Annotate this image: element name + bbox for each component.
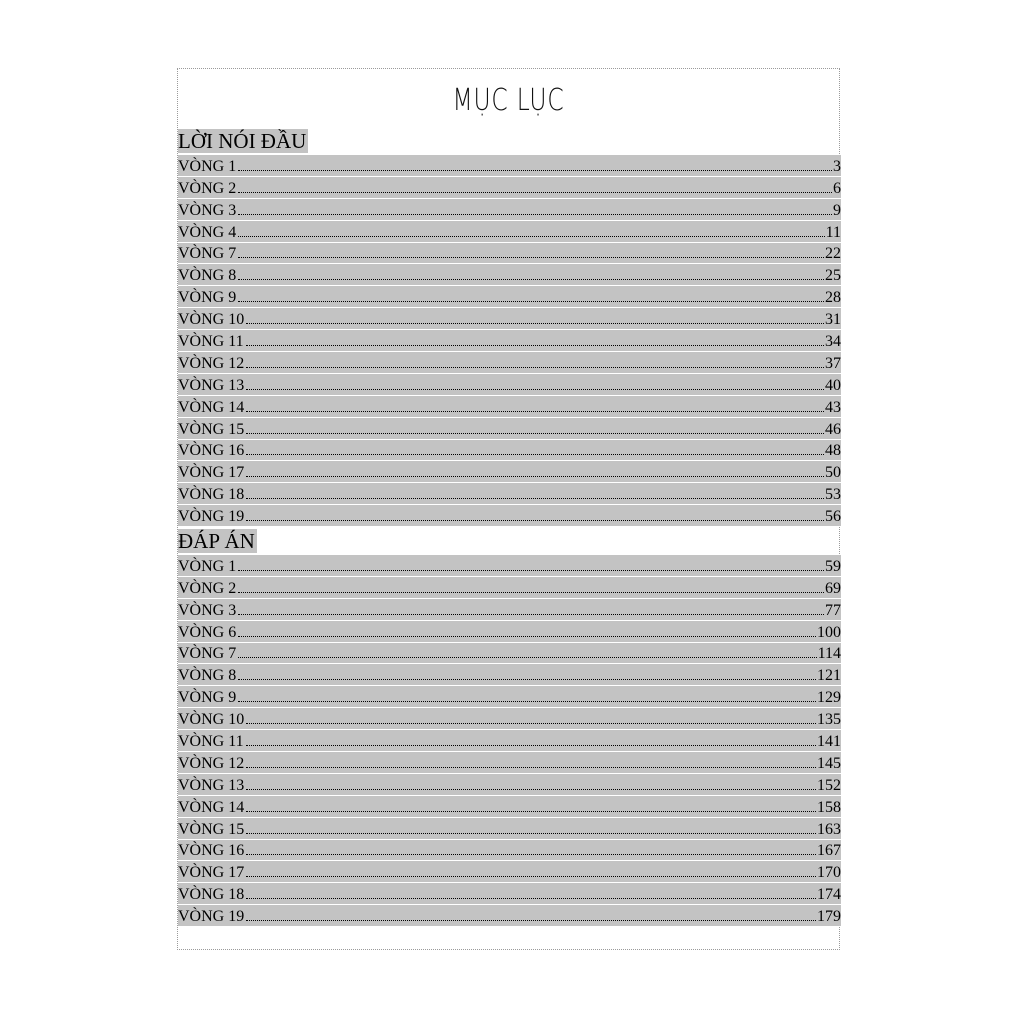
toc-entry-label: VÒNG 14 (178, 398, 245, 416)
toc-entry-page-number: 129 (817, 689, 841, 707)
toc-entry-page-number: 28 (825, 289, 841, 307)
dot-leader (246, 876, 816, 877)
toc-entry-label: VÒNG 4 (178, 223, 237, 241)
dot-leader (246, 454, 824, 455)
dot-leader (238, 279, 824, 280)
dot-leader (246, 767, 816, 768)
toc-entry-page-number: 174 (817, 886, 841, 904)
dot-leader (238, 614, 824, 615)
toc-entry[interactable] (178, 352, 841, 374)
toc-entry-label: VÒNG 11 (178, 333, 244, 351)
toc-entry-page-number: 141 (817, 733, 841, 751)
toc-entry[interactable] (178, 286, 841, 308)
toc-entry[interactable] (178, 818, 841, 840)
toc-entry-page-number: 59 (825, 557, 841, 575)
toc-entry-page-number: 37 (825, 354, 841, 372)
toc-entry-label: VÒNG 19 (178, 508, 245, 526)
toc-entry[interactable] (178, 199, 841, 221)
dot-leader (238, 301, 824, 302)
toc-entry[interactable] (178, 643, 841, 665)
toc-entry[interactable] (178, 577, 841, 599)
toc-entry-page-number: 135 (817, 711, 841, 729)
toc-entry-label: VÒNG 3 (178, 201, 237, 219)
toc-entry-page-number: 50 (825, 464, 841, 482)
toc-entry-page-number: 77 (825, 601, 841, 619)
toc-entry-page-number: 53 (825, 486, 841, 504)
toc-entry-label: VÒNG 11 (178, 733, 244, 751)
toc-entry[interactable] (178, 374, 841, 396)
dot-leader (246, 411, 824, 412)
toc-entry[interactable] (178, 418, 841, 440)
toc-entry-label: VÒNG 10 (178, 711, 245, 729)
dot-leader (238, 679, 816, 680)
toc-entry-page-number: 121 (817, 667, 841, 685)
toc-entry-label: VÒNG 16 (178, 442, 245, 460)
dot-leader (238, 236, 824, 237)
dot-leader (246, 811, 816, 812)
document-page (177, 68, 840, 950)
page-title: MỤC LỤC (452, 83, 565, 118)
dot-leader (238, 657, 816, 658)
dot-leader (246, 520, 824, 521)
toc-entry-page-number: 6 (833, 179, 841, 197)
toc-entry-label: VÒNG 15 (178, 420, 245, 438)
toc-entry[interactable] (178, 774, 841, 796)
toc-entry[interactable] (178, 155, 841, 177)
toc-list-foreword (178, 155, 841, 527)
dot-leader (238, 636, 816, 637)
toc-entry-page-number: 46 (825, 420, 841, 438)
toc-entry-label: VÒNG 9 (178, 689, 237, 707)
toc-entry[interactable] (178, 440, 841, 462)
dot-leader (246, 367, 824, 368)
dot-leader (238, 214, 832, 215)
dot-leader (246, 433, 824, 434)
toc-entry-label: VÒNG 9 (178, 289, 237, 307)
toc-entry-label: VÒNG 2 (178, 579, 237, 597)
toc-entry-label: VÒNG 17 (178, 464, 245, 482)
toc-entry-page-number: 114 (817, 645, 841, 663)
dot-leader (246, 476, 824, 477)
toc-entry-label: VÒNG 15 (178, 820, 245, 838)
toc-entry[interactable] (178, 483, 841, 505)
toc-entry-page-number: 163 (817, 820, 841, 838)
toc-entry-page-number: 48 (825, 442, 841, 460)
toc-entry[interactable] (178, 686, 841, 708)
toc-entry-page-number: 22 (825, 245, 841, 263)
toc-entry[interactable] (178, 264, 841, 286)
section-heading-answers: ĐÁP ÁN (178, 529, 255, 553)
dot-leader (246, 898, 816, 899)
toc-entry-label: VÒNG 13 (178, 776, 245, 794)
toc-entry-label: VÒNG 17 (178, 864, 245, 882)
toc-entry[interactable] (178, 796, 841, 818)
toc-entry-label: VÒNG 13 (178, 376, 245, 394)
dot-leader (246, 498, 824, 499)
dot-leader (238, 570, 824, 571)
toc-entry-label: VÒNG 1 (178, 157, 237, 175)
toc-entry[interactable] (178, 730, 841, 752)
toc-entry-label: VÒNG 10 (178, 311, 245, 329)
toc-entry-page-number: 34 (825, 333, 841, 351)
toc-entry-label: VÒNG 18 (178, 486, 245, 504)
toc-entry-label: VÒNG 19 (178, 908, 245, 926)
dot-leader (246, 345, 824, 346)
toc-entry-page-number: 179 (817, 908, 841, 926)
toc-entry-page-number: 152 (817, 776, 841, 794)
toc-entry-page-number: 43 (825, 398, 841, 416)
toc-entry-page-number: 158 (817, 798, 841, 816)
toc-entry[interactable] (178, 221, 841, 243)
dot-leader (246, 723, 816, 724)
toc-entry-label: VÒNG 16 (178, 842, 245, 860)
toc-entry[interactable] (178, 708, 841, 730)
dot-leader (246, 389, 824, 390)
toc-entry-label: VÒNG 12 (178, 754, 245, 772)
toc-entry-label: VÒNG 8 (178, 667, 237, 685)
toc-entry[interactable] (178, 664, 841, 686)
dot-leader (246, 323, 824, 324)
section-heading-foreword: LỜI NÓI ĐẦU (178, 129, 307, 153)
dot-leader (246, 789, 816, 790)
toc-entry-page-number: 9 (833, 201, 841, 219)
toc-entry-label: VÒNG 6 (178, 623, 237, 641)
toc-entry[interactable] (178, 555, 841, 577)
toc-entry-label: VÒNG 1 (178, 557, 237, 575)
dot-leader (246, 920, 816, 921)
dot-leader (238, 592, 824, 593)
toc-entry[interactable] (178, 861, 841, 883)
dot-leader (246, 745, 816, 746)
toc-list-answers (178, 555, 841, 927)
toc-entry[interactable] (178, 396, 841, 418)
toc-entry-page-number: 31 (825, 311, 841, 329)
dot-leader (246, 854, 816, 855)
toc-entry-page-number: 100 (817, 623, 841, 641)
toc-entry[interactable] (178, 752, 841, 774)
toc-entry-page-number: 145 (817, 754, 841, 772)
toc-entry[interactable] (178, 330, 841, 352)
toc-entry-page-number: 170 (817, 864, 841, 882)
toc-entry-label: VÒNG 2 (178, 179, 237, 197)
toc-entry-page-number: 3 (833, 157, 841, 175)
toc-entry[interactable] (178, 177, 841, 199)
toc-entry-label: VÒNG 8 (178, 267, 237, 285)
dot-leader (238, 257, 824, 258)
toc-entry-page-number: 56 (825, 508, 841, 526)
toc-entry-page-number: 11 (825, 223, 841, 241)
toc-entry[interactable] (178, 308, 841, 330)
toc-entry[interactable] (178, 840, 841, 862)
dot-leader (238, 701, 816, 702)
toc-entry-label: VÒNG 3 (178, 601, 237, 619)
toc-entry[interactable] (178, 505, 841, 527)
toc-entry-label: VÒNG 7 (178, 245, 237, 263)
toc-entry-label: VÒNG 14 (178, 798, 245, 816)
toc-entry-page-number: 40 (825, 376, 841, 394)
toc-entry[interactable] (178, 461, 841, 483)
toc-entry[interactable] (178, 883, 841, 905)
toc-entry-label: VÒNG 12 (178, 354, 245, 372)
toc-entry[interactable] (178, 905, 841, 927)
toc-entry-page-number: 25 (825, 267, 841, 285)
dot-leader (238, 192, 832, 193)
toc-entry[interactable] (178, 599, 841, 621)
toc-entry[interactable] (178, 621, 841, 643)
toc-entry[interactable] (178, 243, 841, 265)
toc-entry-page-number: 69 (825, 579, 841, 597)
toc-entry-page-number: 167 (817, 842, 841, 860)
dot-leader (246, 833, 816, 834)
toc-entry-label: VÒNG 7 (178, 645, 237, 663)
toc-entry-label: VÒNG 18 (178, 886, 245, 904)
dot-leader (238, 170, 832, 171)
